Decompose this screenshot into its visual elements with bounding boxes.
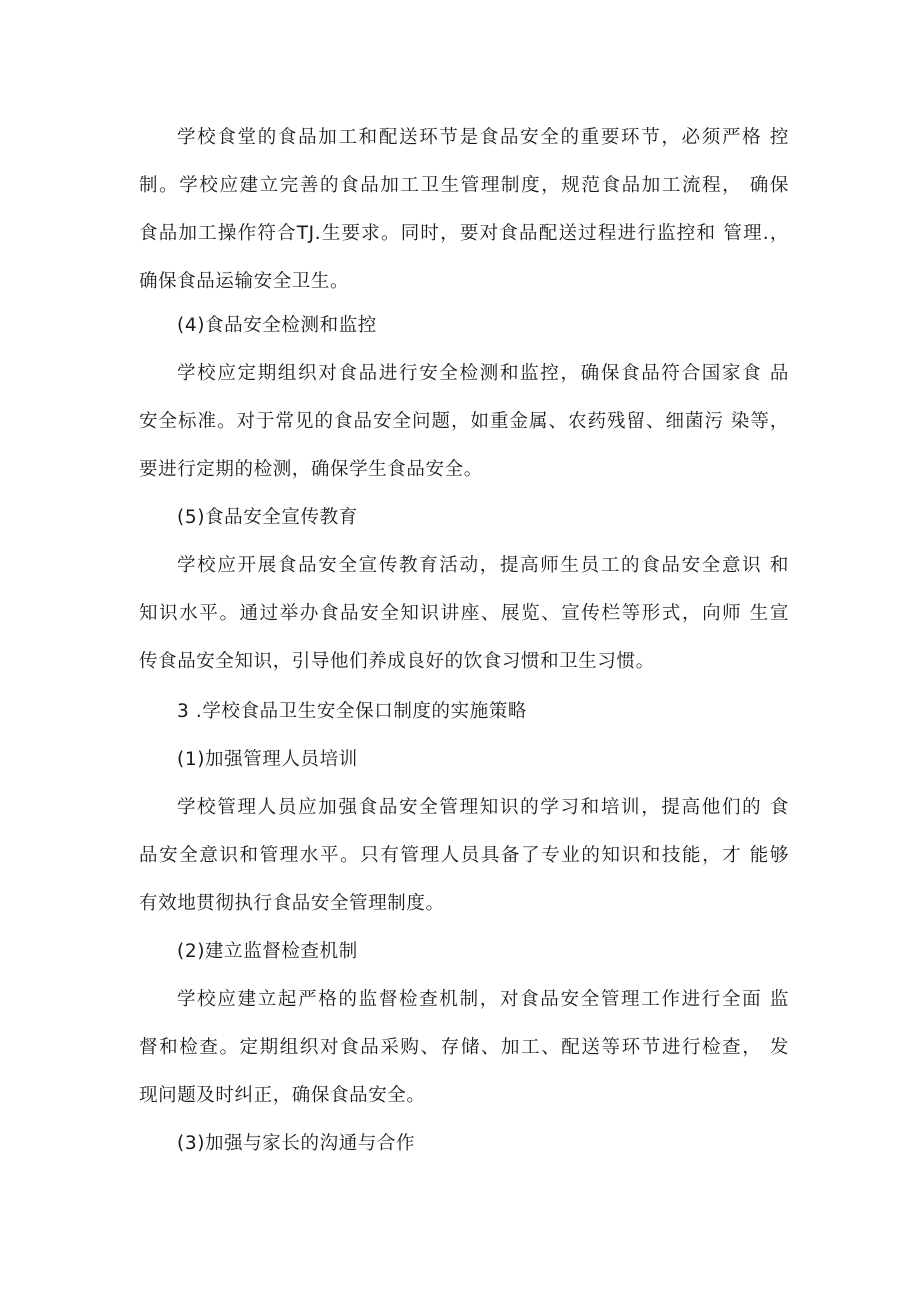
paragraph-line: 传食品安全知识，引导他们养成良好的饮食习惯和卫生习惯。 — [139, 651, 655, 672]
paragraph-line: 有效地贯彻执行食品安全管理制度。 — [139, 893, 445, 914]
paragraph-line: 学校管理人员应加强食品安全管理知识的学习和培训，提高他们的 食 — [177, 797, 789, 818]
heading-supervision-mechanism: (2)建立监督检查机制 — [177, 941, 358, 962]
paragraph-line: 品安全意识和管理水平。只有管理人员具备了专业的知识和技能，才 能够 — [139, 845, 789, 866]
paragraph-line: 学校应定期组织对食品进行安全检测和监控，确保食品符合国家食 品 — [177, 363, 789, 384]
heading-food-safety-education: (5)食品安全宣传教育 — [177, 507, 358, 528]
paragraph-line: 学校应建立起严格的监督检查机制，对食品安全管理工作进行全面 监 — [177, 989, 789, 1010]
paragraph-line: 学校应开展食品安全宣传教育活动，提高师生员工的食品安全意识 和 — [177, 555, 789, 576]
paragraph-food-safety-education — [139, 542, 789, 686]
section-heading-implementation-strategy: 3 .学校食品卫生安全保口制度的实施策略 — [177, 701, 528, 722]
paragraph-line: 现问题及时纠正，确保食品安全。 — [139, 1085, 426, 1106]
paragraph-line: 制。学校应建立完善的食品加工卫生管理制度，规范食品加工流程， 确保 — [139, 175, 789, 196]
paragraph-line: 食品加工操作符合TJ.生要求。同时，要对食品配送过程进行监控和 管理.， — [139, 223, 789, 244]
paragraph-line: 知识水平。通过举办食品安全知识讲座、展览、宣传栏等形式，向师 生宣 — [139, 603, 789, 624]
heading-parent-communication: (3)加强与家长的沟通与合作 — [177, 1133, 416, 1154]
paragraph-line: 要进行定期的检测，确保学生食品安全。 — [139, 459, 483, 480]
heading-management-training: (1)加强管理人员培训 — [177, 749, 358, 770]
heading-food-safety-testing: (4)食品安全检测和监控 — [177, 315, 377, 336]
paragraph-management-training — [139, 784, 789, 928]
paragraph-line: 确保食品运输安全卫生。 — [139, 271, 350, 292]
paragraph-line: 学校食堂的食品加工和配送环节是食品安全的重要环节，必须严格 控 — [177, 127, 789, 148]
paragraph-food-safety-testing — [139, 350, 789, 494]
paragraph-line: 安全标准。对于常见的食品安全问题，如重金属、农药残留、细菌污 染等， — [139, 411, 789, 432]
paragraph-supervision-mechanism — [139, 976, 789, 1120]
paragraph-food-processing — [139, 114, 789, 306]
paragraph-line: 督和检查。定期组织对食品采购、存储、加工、配送等环节进行检查， 发 — [139, 1037, 789, 1058]
